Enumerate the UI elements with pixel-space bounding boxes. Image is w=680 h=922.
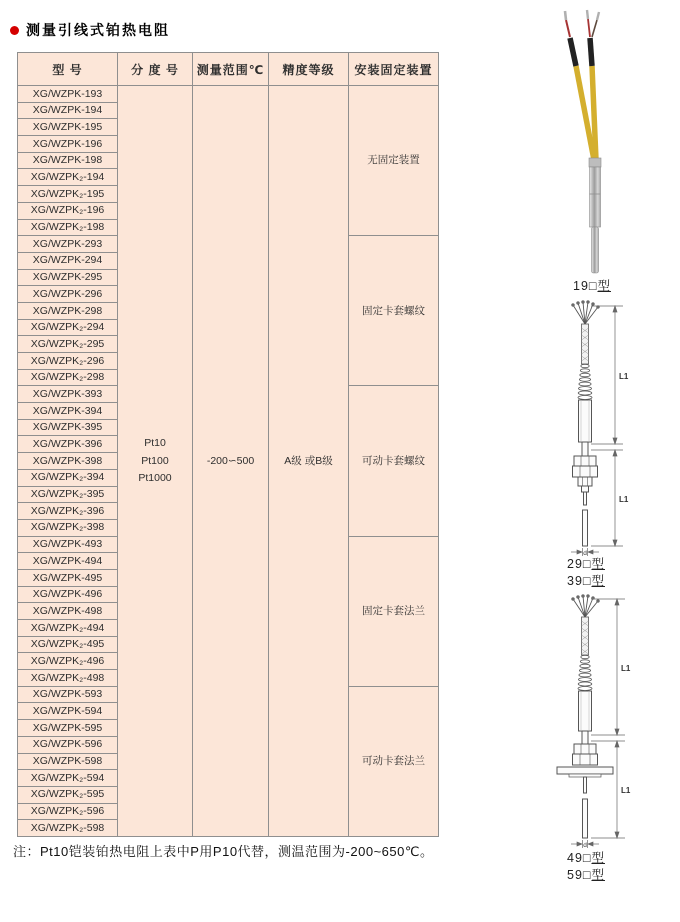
probe-tip [592, 227, 599, 273]
dim-label-l1-upper: L1 [621, 664, 631, 673]
lead-wires [572, 301, 599, 324]
model-cell: XG/WZPK-295 [18, 269, 118, 286]
neck [582, 731, 588, 744]
model-cell: XG/WZPK-396 [18, 436, 118, 453]
braided-cable [582, 324, 589, 364]
range-cell: -200∽500 [193, 86, 269, 837]
model-cell: XG/WZPK₂-394 [18, 469, 118, 486]
dim-label-l1-upper: L1 [619, 372, 629, 381]
table-row [18, 86, 439, 103]
model-cell: XG/WZPK₂-198 [18, 219, 118, 236]
model-cell: XG/WZPK-395 [18, 419, 118, 436]
figure-label-29: 29□型 [567, 557, 605, 571]
red-bullet-icon [10, 26, 19, 35]
model-cell: XG/WZPK₂-196 [18, 202, 118, 219]
model-cell: XG/WZPK-398 [18, 453, 118, 470]
model-cell: XG/WZPK₂-195 [18, 186, 118, 203]
model-cell: XG/WZPK-494 [18, 553, 118, 570]
graduation-value: Pt1000 [138, 472, 172, 485]
graduation-value: Pt10 [144, 437, 166, 450]
sensor-drawing-flange-figure [545, 593, 660, 848]
sensor-photo-19-figure [546, 4, 656, 294]
model-cell: XG/WZPK-293 [18, 236, 118, 253]
model-cell: XG/WZPK-195 [18, 119, 118, 136]
mounting-cell: 固定卡套法兰 [349, 536, 439, 686]
sensor-drawing-thread-figure [545, 298, 660, 558]
col-header-accuracy: 精度等级 [269, 53, 349, 86]
model-cell: XG/WZPK₂-296 [18, 353, 118, 370]
model-cell: XG/WZPK-296 [18, 286, 118, 303]
ferrule-nuts [573, 744, 598, 765]
spring-coil [578, 364, 592, 399]
cable-sleeve-left [570, 38, 576, 66]
model-cell: XG/WZPK₂-398 [18, 519, 118, 536]
stem-rod [584, 492, 587, 505]
red-wire-right [588, 19, 590, 37]
col-header-model: 型 号 [18, 53, 118, 86]
model-cell: XG/WZPK₂-498 [18, 670, 118, 687]
model-cell: XG/WZPK-298 [18, 302, 118, 319]
wire-tip-left [565, 11, 566, 20]
figure-label-39: 39□型 [567, 574, 605, 588]
stem-rod [584, 777, 587, 793]
accuracy-cell: A级 或B级 [269, 86, 349, 837]
handle-body [579, 691, 592, 731]
flange-disk [557, 767, 613, 777]
mounting-cell: 无固定装置 [349, 86, 439, 236]
model-cell: XG/WZPK-595 [18, 720, 118, 737]
model-cell: XG/WZPK-495 [18, 569, 118, 586]
wire-tip-mid [587, 10, 588, 19]
dimension-l1-upper [591, 599, 625, 735]
lead-wires [572, 595, 599, 617]
dim-label-d: d [583, 550, 587, 557]
model-cell: XG/WZPK₂-395 [18, 486, 118, 503]
model-rows [18, 86, 439, 837]
figure-labels-29-39 [567, 556, 605, 590]
model-cell: XG/WZPK₂-294 [18, 319, 118, 336]
model-cell: XG/WZPK-193 [18, 86, 118, 103]
model-cell: XG/WZPK-594 [18, 703, 118, 720]
dim-label-d: d [583, 842, 587, 848]
dark-wire-right [592, 20, 597, 37]
figure-labels-49-59 [567, 850, 605, 884]
dim-label-l1-lower: L1 [621, 786, 631, 795]
model-cell: XG/WZPK₂-594 [18, 770, 118, 787]
figure-label-49: 49□型 [567, 851, 605, 865]
model-cell: XG/WZPK₂-598 [18, 820, 118, 837]
model-cell: XG/WZPK₂-595 [18, 786, 118, 803]
model-cell: XG/WZPK-394 [18, 403, 118, 420]
mounting-cell: 可动卡套法兰 [349, 686, 439, 836]
graduation-value: Pt100 [141, 454, 169, 467]
model-cell: XG/WZPK₂-295 [18, 336, 118, 353]
model-cell: XG/WZPK-598 [18, 753, 118, 770]
cable-sleeve-right [590, 38, 592, 66]
model-cell: XG/WZPK-194 [18, 102, 118, 119]
neck [582, 442, 588, 456]
model-cell: XG/WZPK-596 [18, 736, 118, 753]
model-cell: XG/WZPK₂-298 [18, 369, 118, 386]
wire-tip-right [597, 12, 599, 20]
header-row [18, 53, 439, 86]
model-cell: XG/WZPK-294 [18, 252, 118, 269]
model-cell: XG/WZPK₂-495 [18, 636, 118, 653]
col-header-mounting: 安装固定装置 [349, 53, 439, 86]
page-title-row [10, 20, 170, 40]
spec-table [17, 52, 439, 837]
model-cell: XG/WZPK₂-194 [18, 169, 118, 186]
probe-body [590, 167, 601, 227]
figure-label-19: 19□型 [573, 279, 611, 293]
col-header-graduation: 分 度 号 [118, 53, 193, 86]
model-cell: XG/WZPK₂-596 [18, 803, 118, 820]
spring-coil [578, 655, 592, 690]
ferrule-thread-nuts [573, 456, 598, 492]
model-cell: XG/WZPK-393 [18, 386, 118, 403]
probe-tube [583, 510, 588, 546]
probe-tube [583, 799, 588, 838]
probe-collar [589, 158, 601, 167]
mounting-cell: 可动卡套螺纹 [349, 386, 439, 536]
model-cell: XG/WZPK₂-396 [18, 503, 118, 520]
handle-body [579, 400, 592, 442]
col-header-range: 测量范围℃ [193, 53, 269, 86]
mounting-cell: 固定卡套螺纹 [349, 236, 439, 386]
model-cell: XG/WZPK-593 [18, 686, 118, 703]
graduation-cell [118, 86, 193, 837]
model-cell: XG/WZPK-196 [18, 136, 118, 153]
footnote: 注：Pt10铠装铂热电阻上表中P用P10代替，测温范围为-200~650℃。 [13, 844, 434, 859]
dim-label-l1-lower: L1 [619, 495, 629, 504]
model-cell: XG/WZPK-493 [18, 536, 118, 553]
model-cell: XG/WZPK-198 [18, 152, 118, 169]
model-cell: XG/WZPK₂-494 [18, 620, 118, 637]
model-cell: XG/WZPK₂-496 [18, 653, 118, 670]
page-title: 测量引线式铂热电阻 [26, 22, 170, 38]
model-cell: XG/WZPK-496 [18, 586, 118, 603]
model-cell: XG/WZPK-498 [18, 603, 118, 620]
red-wire-left [566, 20, 570, 37]
figure-label-59: 59□型 [567, 868, 605, 882]
